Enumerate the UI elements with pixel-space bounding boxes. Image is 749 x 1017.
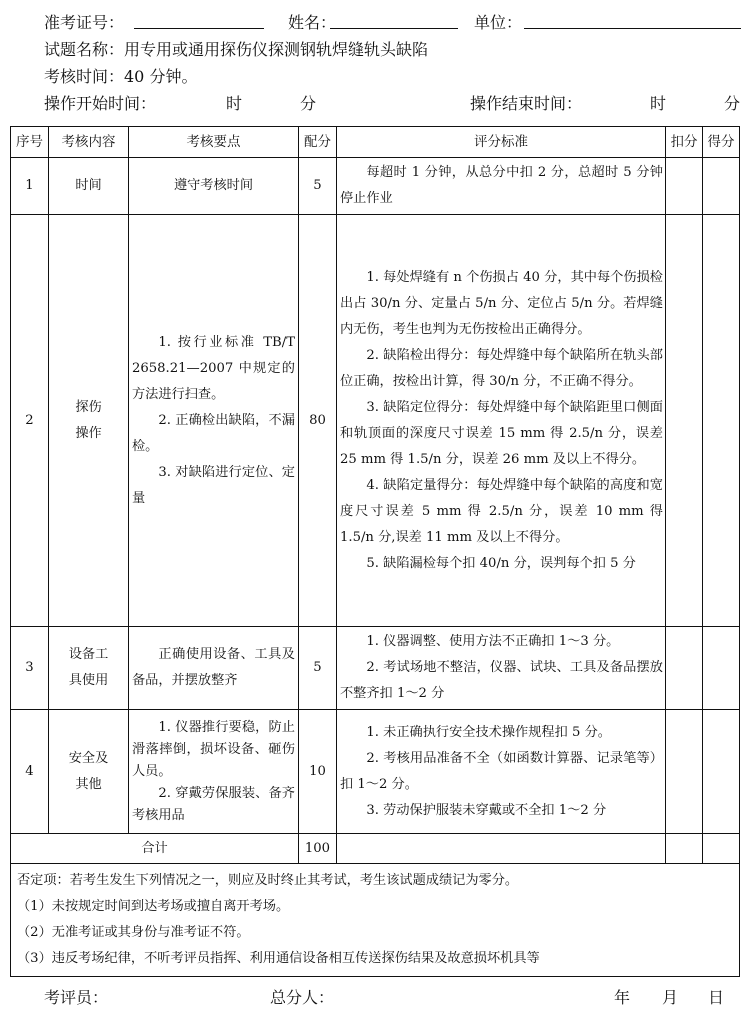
- row-content: [49, 710, 129, 834]
- criteria-item: 每超时 1 分钟，从总分中扣 2 分，总超时 5 分钟停止作业: [340, 165, 663, 206]
- col-header-points: 考核要点: [129, 127, 299, 158]
- scorer-label: 总分人：: [270, 988, 335, 1007]
- total-gain-cell[interactable]: [703, 834, 740, 864]
- row-score: 80: [299, 215, 337, 627]
- row-criteria: [337, 158, 666, 215]
- row-content: [49, 215, 129, 627]
- criteria-item: 4. 缺陷定量得分：每处焊缝中每个缺陷的高度和宽度尺寸误差 5 mm 得 2.5/n 分，误差 10 mm 得 1.5/n 分,误差 11 mm 及以上不得分。: [340, 477, 663, 545]
- col-header-deduct: 扣分: [666, 127, 703, 158]
- exam-duration: 考核时间：40 分钟。: [44, 67, 198, 86]
- criteria-item: 3. 劳动保护服装未穿戴或不全扣 1～2 分: [366, 802, 607, 818]
- total-label: 合计: [11, 834, 299, 864]
- veto-section: [11, 864, 740, 977]
- deduct-cell[interactable]: [666, 627, 703, 710]
- row-criteria: [337, 627, 666, 710]
- end-hour-label: 时: [650, 94, 667, 113]
- row-number: 4: [11, 710, 49, 834]
- start-time-label: 操作开始时间：: [44, 94, 157, 113]
- col-header-no: 序号: [11, 127, 49, 158]
- content-line: 操作: [75, 425, 102, 441]
- exam-title: 试题名称：用专用或通用探伤仪探测钢轨焊缝轨头缺陷: [44, 40, 429, 59]
- gain-cell[interactable]: [703, 215, 740, 627]
- point-item: 3. 对缺陷进行定位、定量: [132, 464, 295, 506]
- start-hour-label: 时: [226, 94, 243, 113]
- row-points: [129, 710, 299, 834]
- gain-cell[interactable]: [703, 158, 740, 215]
- content-line: 安全及: [68, 750, 109, 766]
- veto-line: （3）违反考场纪律，不听考评员指挥、利用通信设备相互传送探伤结果及故意损坏机具等: [17, 951, 540, 966]
- veto-row: [11, 864, 740, 977]
- col-header-gain: 得分: [703, 127, 740, 158]
- criteria-item: 5. 缺陷漏检每个扣 40/n 分，误判每个扣 5 分: [366, 555, 636, 571]
- unit-field[interactable]: [524, 12, 741, 29]
- veto-line: （1）未按规定时间到达考场或擅自离开考场。: [17, 899, 290, 914]
- row-content: [49, 627, 129, 710]
- row-content: 时间: [49, 158, 129, 215]
- row-points: [129, 215, 299, 627]
- content-line: 其他: [75, 776, 102, 792]
- point-item: 正确使用设备、工具及备品，并摆放整齐: [132, 647, 295, 688]
- deduct-cell[interactable]: [666, 710, 703, 834]
- row-points: 遵守考核时间: [129, 158, 299, 215]
- gain-cell[interactable]: [703, 627, 740, 710]
- total-criteria-cell: [337, 834, 666, 864]
- name-label: 姓名：: [288, 13, 337, 32]
- table-row: [11, 158, 740, 215]
- deduct-cell[interactable]: [666, 215, 703, 627]
- content-line: 设备工: [68, 647, 109, 662]
- table-row: [11, 627, 740, 710]
- scoring-table: [10, 126, 740, 977]
- end-minute-label: 分: [724, 94, 741, 113]
- criteria-item: 1. 每处焊缝有 n 个伤损占 40 分，其中每个伤损检出占 30/n 分、定量占 5/n 分、定位占 5/n 分。若焊缝内无伤，考生也判为无伤按检出正确得分。: [340, 269, 663, 337]
- name-field[interactable]: [330, 12, 458, 29]
- table-row: [11, 215, 740, 627]
- day-label: 日: [708, 988, 725, 1007]
- exam-id-label: 准考证号：: [44, 13, 125, 32]
- row-criteria: [337, 215, 666, 627]
- col-header-score: 配分: [299, 127, 337, 158]
- exam-id-field[interactable]: [134, 12, 264, 29]
- criteria-item: 1. 仪器调整、使用方法不正确扣 1～3 分。: [366, 634, 620, 649]
- criteria-item: 1. 未正确执行安全技术操作规程扣 5 分。: [366, 724, 611, 740]
- gain-cell[interactable]: [703, 710, 740, 834]
- total-deduct-cell[interactable]: [666, 834, 703, 864]
- row-score: 5: [299, 158, 337, 215]
- unit-label: 单位：: [474, 13, 523, 32]
- table-header-row: [11, 127, 740, 158]
- row-number: 1: [11, 158, 49, 215]
- deduct-cell[interactable]: [666, 158, 703, 215]
- row-score: 10: [299, 710, 337, 834]
- total-score: 100: [299, 834, 337, 864]
- point-item: 1. 按行业标准 TB/T 2658.21—2007 中规定的方法进行扫查。: [132, 334, 295, 402]
- end-time-label: 操作结束时间：: [470, 94, 583, 113]
- row-criteria: [337, 710, 666, 834]
- table-row: [11, 710, 740, 834]
- row-score: 5: [299, 627, 337, 710]
- examiner-label: 考评员：: [44, 988, 109, 1007]
- col-header-criteria: 评分标准: [337, 127, 666, 158]
- criteria-item: 2. 考试场地不整洁，仪器、试块、工具及备品摆放不整齐扣 1～2 分: [340, 660, 663, 701]
- row-number: 3: [11, 627, 49, 710]
- criteria-item: 2. 缺陷检出得分：每处焊缝中每个缺陷所在轨头部位正确，按检出计算，得 30/n 分，不正确不得分。: [340, 347, 663, 389]
- point-item: 2. 正确检出缺陷，不漏检。: [132, 412, 295, 454]
- row-number: 2: [11, 215, 49, 627]
- point-item: 2. 穿戴劳保服装、备齐考核用品: [132, 785, 295, 823]
- row-points: [129, 627, 299, 710]
- content-line: 具使用: [68, 673, 109, 688]
- month-label: 月: [662, 988, 679, 1007]
- col-header-content: 考核内容: [49, 127, 129, 158]
- veto-line: 否定项：若考生发生下列情况之一，则应及时终止其考试，考生该试题成绩记为零分。: [17, 873, 519, 888]
- criteria-item: 2. 考核用品准备不全（如函数计算器、记录笔等）扣 1～2 分。: [340, 750, 663, 792]
- point-item: 1. 仪器推行要稳，防止滑落摔倒，损坏设备、砸伤人员。: [132, 719, 295, 779]
- content-line: 探伤: [75, 399, 102, 415]
- criteria-item: 3. 缺陷定位得分：每处焊缝中每个缺陷距里口侧面和轨顶面的深度尺寸误差 15 mm 得 2.5/n 分，误差 25 mm 得 1.5/n 分，误差 26 mm 及以上不得分。: [340, 399, 663, 467]
- start-minute-label: 分: [300, 94, 317, 113]
- year-label: 年: [614, 988, 631, 1007]
- total-row: [11, 834, 740, 864]
- veto-line: （2）无准考证或其身份与准考证不符。: [17, 925, 250, 940]
